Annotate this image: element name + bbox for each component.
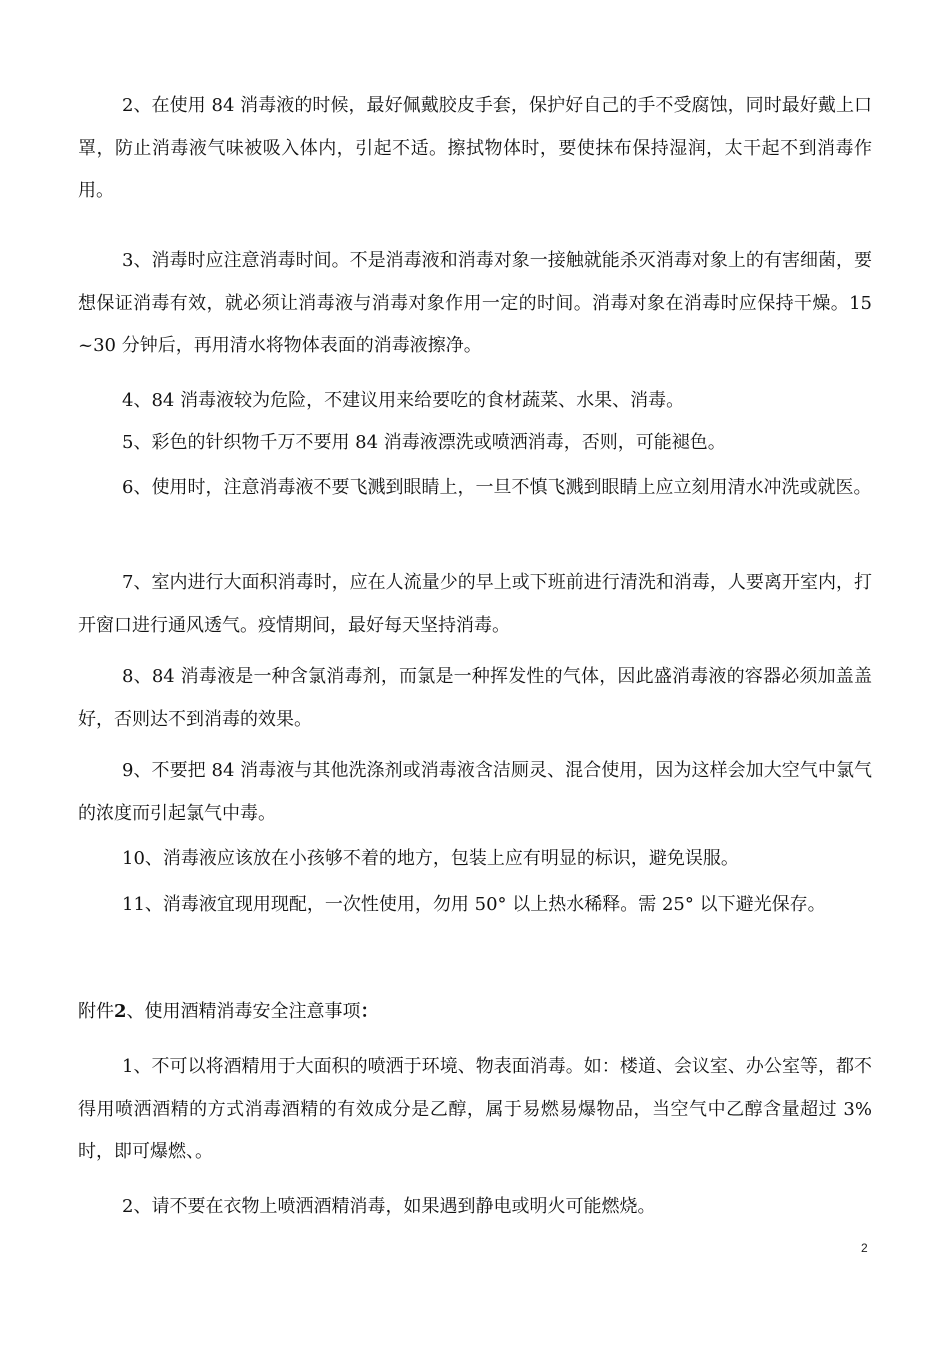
paragraph-item-4: 4、84 消毒液较为危险，不建议用来给要吃的食材蔬菜、水果、消毒。 [122,390,685,411]
paragraph-item-2: 2、在使用 84 消毒液的时候，最好佩戴胶皮手套，保护好自己的手不受腐蚀，同时最好戴上口罩，防止消毒液气味被吸入体内，引起不适。擦拭物体时，要使抹布保持湿润，太干起不到消毒作用。 [78,95,872,201]
paragraph-alcohol-2: 2、请不要在衣物上喷洒酒精消毒，如果遇到静电或明火可能燃烧。 [122,1196,656,1217]
paragraph-item-5: 5、彩色的针织物千万不要用 84 消毒液漂洗或喷洒消毒，否则，可能褪色。 [122,432,726,453]
paragraph-alcohol-1: 1、不可以将酒精用于大面积的喷洒于环境、物表面消毒。如：楼道、会议室、办公室等，都不得用喷洒酒精的方式消毒酒精的有效成分是乙醇，属于易燃易爆物品，当空气中乙醇含量超过 3%时，即可爆燃、。 [78,1056,872,1162]
paragraph-item-9: 9、不要把 84 消毒液与其他洗涤剂或消毒液含洁厕灵、混合使用，因为这样会加大空气中氯气的浓度而引起氯气中毒。 [78,760,872,824]
paragraph-item-10: 10、消毒液应该放在小孩够不着的地方，包装上应有明显的标识，避免误服。 [122,848,739,869]
paragraph-item-6: 6、使用时，注意消毒液不要飞溅到眼睛上，一旦不慎飞溅到眼睛上应立刻用清水冲洗或就医。 [122,477,872,498]
paragraph-item-3: 3、消毒时应注意消毒时间。不是消毒液和消毒对象一接触就能杀灭消毒对象上的有害细菌，要想保证消毒有效，就必须让消毒液与消毒对象作用一定的时间。消毒对象在消毒时应保持干燥。15 ~30 分钟后，再用清水将物体表面的消毒液擦净。 [78,250,872,356]
attachment-heading [78,991,872,1033]
paragraph-item-11: 11、消毒液宜现用现配，一次性使用，勿用 50° 以上热水稀释。需 25° 以下避光保存。 [122,894,826,915]
page-number: 2 [861,1241,868,1255]
paragraph-item-8: 8、84 消毒液是一种含氯消毒剂，而氯是一种挥发性的气体，因此盛消毒液的容器必须加盖盖好，否则达不到消毒的效果。 [78,666,872,730]
heading-title: 、使用酒精消毒安全注意事项 [126,1001,361,1022]
heading-colon: ： [360,1001,379,1022]
heading-prefix: 附件 [78,1001,114,1022]
heading-number: 2 [114,1001,127,1022]
paragraph-item-7: 7、室内进行大面积消毒时，应在人流量少的早上或下班前进行清洗和消毒，人要离开室内，打开窗口进行通风透气。疫情期间，最好每天坚持消毒。 [78,572,872,636]
